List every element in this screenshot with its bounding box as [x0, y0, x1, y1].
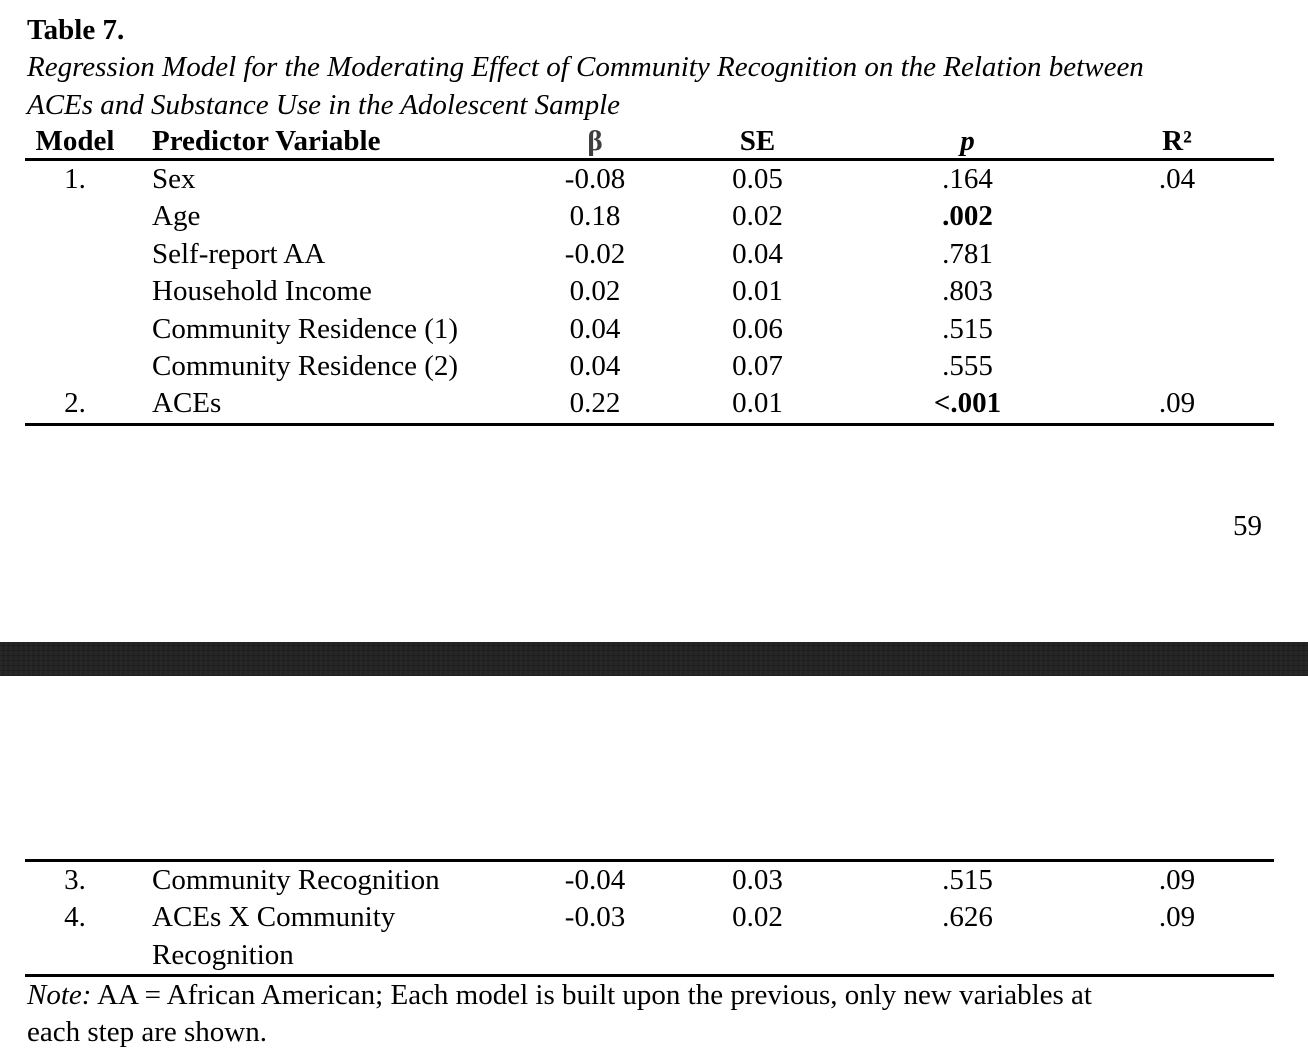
table-row: [25, 899, 1274, 974]
cell-se: 0.02: [732, 901, 783, 934]
cell-se: 0.01: [732, 387, 783, 420]
table-header-row: [25, 124, 1274, 161]
table-label: Table 7.: [27, 14, 125, 46]
cell-beta: 0.04: [569, 312, 621, 345]
cell-se: 0.05: [732, 163, 783, 195]
cell-p: .002: [942, 200, 993, 233]
cell-beta: 0.04: [569, 350, 621, 383]
cell-p: .626: [942, 901, 993, 934]
table-row: [25, 385, 1274, 422]
table-body-upper: [25, 161, 1274, 426]
column-header-model: Model: [35, 125, 115, 157]
table-title-line2: ACEs and Substance Use in the Adolescent Sample: [27, 88, 621, 121]
table-note: [27, 977, 1289, 1052]
cell-model: [25, 198, 125, 235]
cell-r-squared: [1080, 198, 1274, 235]
cell-beta: -0.04: [564, 864, 626, 896]
cell-se: 0.01: [732, 275, 783, 308]
cell-r-squared: .09: [1158, 864, 1196, 896]
table-row: [25, 161, 1274, 198]
cell-r-squared: .04: [1158, 163, 1196, 195]
column-header-se: SE: [739, 125, 776, 157]
cell-p: .555: [942, 350, 993, 383]
cell-r-squared: [1080, 311, 1274, 348]
cell-beta: 0.02: [569, 275, 621, 308]
cell-model: 3.: [64, 864, 86, 896]
cell-beta: -0.02: [564, 237, 626, 270]
table-row: [25, 862, 1274, 899]
cell-r-squared: .09: [1158, 387, 1196, 420]
cell-predictor: Household Income: [152, 275, 372, 308]
cell-predictor: Self-report AA: [152, 237, 326, 270]
cell-model: 1.: [64, 163, 86, 195]
cell-model: [25, 236, 125, 273]
cell-predictor: Sex: [152, 163, 196, 195]
cell-predictor: Community Residence (2): [152, 350, 459, 383]
column-header-r-squared: R²: [1162, 125, 1192, 157]
cell-p: <.001: [933, 387, 1002, 420]
cell-se: 0.07: [732, 350, 783, 383]
column-header-beta: β: [587, 125, 603, 157]
cell-predictor: ACEs: [152, 387, 222, 420]
table-row: [25, 348, 1274, 385]
note-text-line2: each step are shown.: [27, 1016, 267, 1049]
cell-predictor: Community Residence (1): [152, 312, 459, 345]
cell-model: [25, 348, 125, 385]
cell-se: 0.02: [732, 200, 783, 233]
cell-predictor: ACEs X Community Recognition: [152, 901, 396, 971]
table-row: [25, 273, 1274, 310]
cell-r-squared: .09: [1158, 901, 1196, 934]
table-body-lower: [25, 862, 1274, 977]
regression-table-lower: [25, 859, 1274, 977]
table-row: [25, 236, 1274, 273]
cell-p: .515: [942, 312, 993, 345]
regression-table-upper: [25, 124, 1274, 426]
table-row: [25, 311, 1274, 348]
cell-predictor: Age: [152, 200, 201, 233]
column-header-p: p: [960, 125, 975, 157]
cell-predictor: Community Recognition: [152, 864, 440, 896]
note-label: Note:: [27, 979, 92, 1011]
table-title-line1: Regression Model for the Moderating Effect of Community Recognition on the Relation between: [27, 51, 1144, 84]
cell-p: .515: [942, 864, 993, 896]
cell-beta: -0.03: [564, 901, 626, 934]
cell-model: [25, 311, 125, 348]
page-separator-bar: [0, 642, 1308, 676]
note-line1: [27, 977, 1289, 1014]
cell-p: .803: [942, 275, 993, 308]
cell-r-squared: [1080, 273, 1274, 310]
cell-beta: 0.22: [569, 387, 621, 420]
cell-p: .781: [942, 237, 993, 270]
cell-se: 0.06: [732, 312, 783, 345]
cell-p: .164: [942, 163, 993, 195]
page-number: 59: [1233, 510, 1262, 542]
cell-model: [25, 273, 125, 310]
table-row: [25, 198, 1274, 235]
cell-model: 2.: [64, 387, 86, 420]
column-header-predictor-variable: Predictor Variable: [152, 125, 381, 157]
cell-r-squared: [1080, 348, 1274, 385]
cell-se: 0.04: [732, 237, 783, 270]
cell-se: 0.03: [732, 864, 783, 896]
note-text-line1: AA = African American; Each model is built upon the previous, only new variables at: [97, 979, 1092, 1011]
cell-beta: -0.08: [564, 163, 626, 195]
cell-r-squared: [1080, 236, 1274, 273]
cell-model: 4.: [64, 901, 86, 934]
cell-beta: 0.18: [569, 200, 621, 233]
table-heading: [27, 12, 1289, 124]
